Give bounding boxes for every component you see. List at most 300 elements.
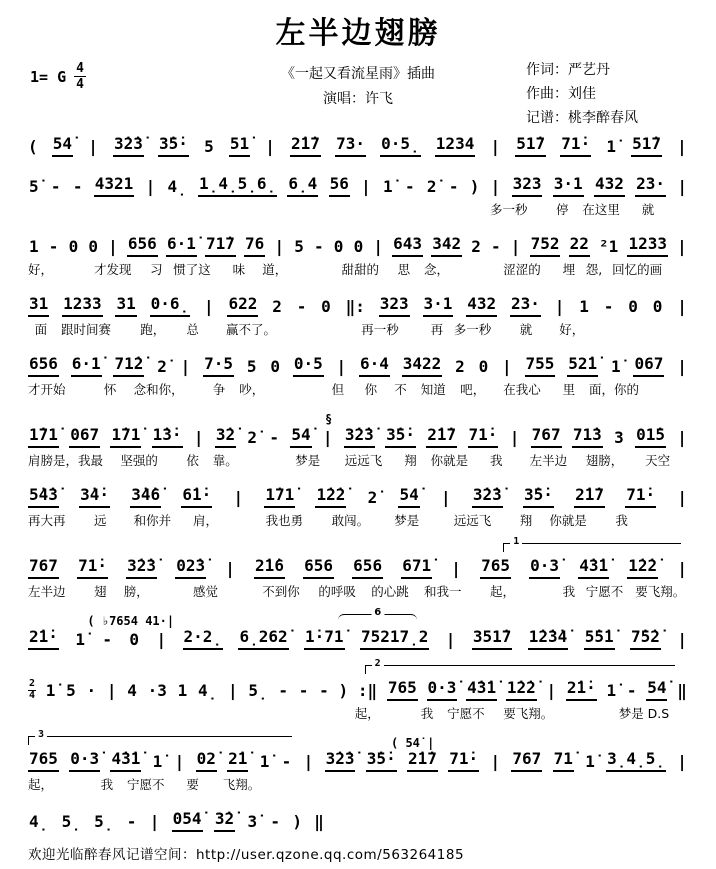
note-token: 54̇ <box>52 134 73 157</box>
note-token: 5̇4̇3̇ <box>28 485 59 508</box>
lyric-syllable: 飞翔。 <box>222 777 261 792</box>
note-token: ·3 <box>147 681 167 700</box>
note-token: 0 <box>88 237 98 256</box>
note-token: 3̇ <box>247 812 258 831</box>
note-token: 5 <box>66 681 76 700</box>
song-title: 左半边翅膀 <box>275 16 441 51</box>
bar-line: | <box>265 137 275 156</box>
note-token: 0·5 <box>293 354 324 377</box>
note-token: 2̇1̇ <box>227 749 248 772</box>
note-token: 54̇ <box>398 485 419 508</box>
note-token: 4321 <box>94 174 135 197</box>
bar-line: | <box>677 297 687 316</box>
lyric-syllable: 膀， <box>123 584 149 599</box>
note-token: 767 <box>28 556 59 579</box>
lyric-syllable: 宁愿不 <box>447 706 485 721</box>
lyric-syllable: 思 <box>397 262 411 277</box>
singer: 演唱：许飞 <box>323 91 393 107</box>
system-row <box>28 479 688 528</box>
note-token: 6̣262̇ <box>238 627 288 650</box>
note-token: 351̇7 <box>472 627 513 650</box>
note-token: 067 <box>633 354 664 377</box>
system-row <box>28 658 688 721</box>
notes-line <box>28 749 688 772</box>
lyric-syllable: 肩膀是，我最 <box>28 453 104 468</box>
note-token: 31 <box>28 294 49 317</box>
lyric-syllable: 左半边 <box>529 453 568 468</box>
note-token: 1 <box>29 237 39 256</box>
note-token: 0 <box>321 297 331 316</box>
lyric-syllable: 里 <box>562 382 576 397</box>
note-token: 02̇3̇ <box>175 556 206 579</box>
note-token: 54̇ <box>646 678 667 701</box>
lyric-syllable: 宁愿不 <box>585 584 624 599</box>
bar-line: | <box>490 137 501 156</box>
note-token: - <box>126 812 137 831</box>
lyric-syllable: 涩涩的 <box>503 262 541 277</box>
note-token: 1̇2̇2̇ <box>627 556 658 579</box>
lyric-syllable: 你就是 <box>430 453 469 468</box>
lyric-syllable: 靠。 <box>212 453 238 468</box>
bar-line: | <box>149 812 160 831</box>
note-token: 1̇ <box>75 630 85 649</box>
lyric-syllable: 翔 <box>519 513 533 528</box>
note-token: 1̇71̇ <box>28 425 59 448</box>
note-token: ²1 <box>599 237 619 256</box>
note-token: - <box>319 681 329 700</box>
lyric-syllable: 要飞翔。 <box>503 706 554 721</box>
note-token: 656 <box>127 234 158 257</box>
note-token: 767 <box>531 425 562 448</box>
lyric-syllable: 知道 <box>420 382 446 397</box>
lyric-syllable: 跑， <box>140 322 166 337</box>
note-token: 765 <box>28 749 59 772</box>
note-token: 0·6̣ <box>150 294 191 317</box>
lyric-syllable: 埋 <box>562 262 576 277</box>
lyric-syllable: 和我一 <box>424 584 462 599</box>
bar-line: | <box>303 752 314 771</box>
lyric-syllable: 感觉 <box>193 584 219 599</box>
note-token: 1̇ <box>610 357 621 376</box>
bar-line: | <box>156 630 167 649</box>
lyric-syllable: 翅 <box>94 584 107 599</box>
note-token: - <box>404 177 415 196</box>
note-token: 432 <box>466 294 497 317</box>
lyric-syllable: 要 <box>186 777 199 792</box>
lyric-syllable: 梦是 <box>394 513 420 528</box>
note-token: 3·1 <box>553 174 584 197</box>
note-token: 0 <box>478 357 489 376</box>
bar-line: | <box>677 177 687 196</box>
note-token: 5 <box>204 137 214 156</box>
lyric-syllable: 再大再 <box>28 513 66 528</box>
lyrics-line <box>28 775 688 792</box>
note-token: 2̇1̇· <box>28 627 59 650</box>
bar-line: | <box>145 177 156 196</box>
bar-line: | <box>546 681 557 700</box>
note-token: 1234 <box>435 134 476 157</box>
note-token: 3̇2̇3̇ <box>325 749 356 772</box>
lyric-syllable: 赢不了。 <box>226 322 277 337</box>
note-token: - <box>50 177 61 196</box>
lyric-syllable: 再 <box>430 322 444 337</box>
sheet-header <box>28 6 688 126</box>
subtitle: 《一起又看流星雨》插曲 <box>281 66 435 82</box>
lyrics-line <box>28 380 688 397</box>
note-token: - <box>278 681 289 700</box>
note-token: 5̣ <box>61 812 81 831</box>
note-token: 0·5̣ <box>380 134 421 157</box>
note-token: 0 <box>353 237 364 256</box>
note-token: 1̇71̇ <box>264 485 295 508</box>
lyric-syllable: 多一秒 <box>453 322 492 337</box>
note-token: 4̣ <box>29 812 49 831</box>
note-token: 01̇5 <box>635 425 666 448</box>
note-token: 0·3̇ <box>69 749 100 772</box>
lyric-syllable: 好， <box>28 262 54 277</box>
bar-line: | <box>322 428 333 447</box>
note-token: 3̇5̇· <box>385 425 416 448</box>
lyrics-line <box>28 200 688 217</box>
lyric-syllable: 翅膀， <box>585 453 624 468</box>
note-token: - <box>603 297 614 316</box>
lyric-syllable: 你 <box>364 382 378 397</box>
inline-time-signature: 2 4 <box>29 678 36 701</box>
lyric-syllable: 回忆的画 <box>612 262 663 277</box>
lyric-syllable: 翔 <box>404 453 417 468</box>
lyric-syllable: 再一秒 <box>361 322 399 337</box>
note-token: 1̇3̇· <box>152 425 183 448</box>
note-token: - <box>72 177 83 196</box>
paren: ) <box>292 812 302 831</box>
note-token: 71̇ <box>553 749 574 772</box>
note-token: 5̇ <box>29 177 39 196</box>
notes-line <box>28 809 325 832</box>
bar-line: | <box>677 752 687 771</box>
note-token: 71̇· <box>77 556 108 579</box>
note-token: 51̇7 <box>515 134 546 157</box>
note-token: 3̇4̇· <box>79 485 110 508</box>
bar-line: | <box>490 177 501 196</box>
lyric-syllable: 面，你的 <box>589 382 640 397</box>
lyric-syllable: 我 <box>420 706 434 721</box>
note-token: 323 <box>379 294 410 317</box>
note-token: 622 <box>227 294 258 317</box>
time-signature-top: 4 <box>76 61 84 76</box>
note-token: 5̇5̇1̇ <box>584 627 615 650</box>
lyric-syllable: 怨, <box>585 262 603 277</box>
note-token: · <box>86 681 97 700</box>
notes-line <box>28 627 688 650</box>
note-token: 5̣ <box>94 812 114 831</box>
note-token: 2 <box>455 357 465 376</box>
note-token: 4̣ <box>167 177 187 196</box>
note-token: 0·3̇ <box>529 556 560 579</box>
lyric-syllable: 我 <box>490 453 503 468</box>
note-token: 2̇1̇· <box>566 678 597 701</box>
lyric-syllable: 我也勇 <box>265 513 304 528</box>
note-token: 6̣4 <box>287 174 318 197</box>
note-token: 5 <box>294 237 304 256</box>
notes-line <box>28 425 688 448</box>
score <box>28 128 688 832</box>
note-token: 5 <box>246 357 257 376</box>
lyrics-line <box>28 260 688 277</box>
tuplet-bracket: 6 <box>338 614 417 620</box>
note-token: - <box>491 237 501 256</box>
note-token: 4 <box>127 681 137 700</box>
note-token: 1̇ <box>259 752 270 771</box>
note-token: 3̇2̇3̇ <box>126 556 157 579</box>
note-token: 752 <box>530 234 561 257</box>
bar-line: | <box>336 357 347 376</box>
notes-line <box>28 294 688 317</box>
bar-line: | <box>203 297 214 316</box>
note-token: 1̇ <box>45 681 56 700</box>
bar-line: | <box>554 297 565 316</box>
lyric-syllable: 的呼吸 <box>318 584 356 599</box>
note-token: 6̇1̇· <box>181 485 212 508</box>
lyric-syllable: 左半边 <box>28 584 66 599</box>
note-token: 71̇· <box>448 749 479 772</box>
system-row <box>28 408 688 468</box>
note-token: 51̇7 <box>631 134 662 157</box>
lyric-syllable: 宁愿不 <box>127 777 165 792</box>
bar-line: | <box>510 237 521 256</box>
lyric-syllable: 天空 <box>645 453 671 468</box>
paren: ( <box>28 137 38 156</box>
note-token: 432 <box>594 174 625 197</box>
lyric-syllable: 肩， <box>193 513 219 528</box>
bar-line: | <box>108 237 118 256</box>
paren: ) <box>338 681 349 700</box>
bar-line: | <box>225 559 235 578</box>
bar-line: | <box>373 237 383 256</box>
note-token: 1233 <box>62 294 103 317</box>
note-token: 6·4 <box>359 354 390 377</box>
note-token: 0 <box>270 357 280 376</box>
lyric-syllable: 念和你， <box>133 382 184 397</box>
note-token: 2̇1̇7 <box>290 134 321 157</box>
note-token: 75217̣2 <box>360 627 429 650</box>
note-token: - <box>314 237 324 256</box>
lyric-syllable: 梦是 <box>295 453 321 468</box>
transcriber: 记谱：桃李醉春风 <box>526 110 638 126</box>
bar-line: ‖ <box>677 681 687 700</box>
note-token: 671̇ <box>401 556 432 579</box>
annotation-text: ( ♭7654 41·| <box>87 614 175 628</box>
note-token: 0 <box>333 237 344 256</box>
lyric-syllable: 习 <box>150 262 163 277</box>
note-token: 2̇ <box>157 357 167 376</box>
annotation-text: § <box>325 412 333 426</box>
system-row <box>28 607 688 650</box>
note-token: 067 <box>69 425 100 448</box>
lyric-syllable: 起， <box>490 584 516 599</box>
note-token: - <box>269 428 279 447</box>
key-label: 1= G <box>30 67 67 86</box>
bar-line: | <box>174 752 185 771</box>
note-token: 3̇2̇ <box>215 425 236 448</box>
lyric-syllable: 跟时间赛 <box>61 322 112 337</box>
note-token: 2 <box>272 297 282 316</box>
note-token: 6·1̇ <box>166 234 197 257</box>
note-token: 0 <box>652 297 663 316</box>
note-token: 765 <box>480 556 511 579</box>
note-token: 76 <box>244 234 265 257</box>
bar-line: | <box>677 630 687 649</box>
notes-line <box>28 556 688 579</box>
note-token: 1 <box>177 681 188 700</box>
note-token: 3̇5̇· <box>366 749 397 772</box>
lyric-syllable: 我 <box>562 584 576 599</box>
lyric-syllable: 念， <box>424 262 450 277</box>
lyric-syllable: 不 <box>394 382 407 397</box>
lyric-syllable: 你就是 <box>549 513 587 528</box>
lyric-syllable: 要飞翔。 <box>635 584 686 599</box>
bar-line: | <box>361 177 371 196</box>
note-token: 71̇· <box>560 134 591 157</box>
note-token: 71̇· <box>625 485 656 508</box>
lyric-syllable: 争 <box>212 382 226 397</box>
note-token: 23· <box>635 174 666 197</box>
lyric-syllable: 道， <box>262 262 288 277</box>
note-token: 3 <box>614 428 624 447</box>
note-token: 342 <box>431 234 462 257</box>
note-token: 56 <box>329 174 350 197</box>
volta-bracket: 1 <box>503 543 681 552</box>
lyric-syllable: 在我心 <box>503 382 541 397</box>
note-token: 1̇ <box>152 752 163 771</box>
time-signature-bottom: 4 <box>76 77 84 92</box>
system-row <box>28 168 688 217</box>
lyric-syllable: 起， <box>354 706 380 721</box>
note-token: - <box>102 630 112 649</box>
bar-line: | <box>106 681 117 700</box>
note-token: 3·1 <box>423 294 454 317</box>
credits <box>526 58 638 130</box>
note-token: 52̇1̇ <box>567 354 598 377</box>
note-token: 71̇2̇ <box>113 354 144 377</box>
lyric-syllable: 停 <box>556 202 569 217</box>
system-row <box>28 348 688 397</box>
note-token: 3̇2̇3̇ <box>113 134 144 157</box>
note-token: 3̇2̇ <box>214 809 235 832</box>
lyric-syllable: 惯了这 <box>173 262 211 277</box>
system-row <box>28 803 325 832</box>
notes-line <box>28 234 688 257</box>
note-token: 3̣4̣5̣ <box>606 749 666 772</box>
note-token: 2̇ <box>426 177 437 196</box>
bar-line: | <box>502 357 512 376</box>
note-token: 4̇3̇1̇ <box>578 556 609 579</box>
lyric-syllable: 甜甜的 <box>341 262 380 277</box>
composer: 作曲：刘佳 <box>526 86 596 102</box>
lyric-syllable: 的心跳 <box>371 584 409 599</box>
bar-line: | <box>509 428 520 447</box>
note-token: 1 <box>579 297 589 316</box>
bar-line: | <box>274 237 285 256</box>
lyric-syllable: 总 <box>186 322 199 337</box>
note-token: 2̇ <box>367 488 378 507</box>
note-token: 3̇5̇· <box>158 134 189 157</box>
lyric-syllable: 远 <box>94 513 107 528</box>
note-token: - <box>48 237 59 256</box>
bar-line: | <box>677 357 687 376</box>
note-token: 0 <box>628 297 638 316</box>
bar-line: | <box>440 488 451 507</box>
note-token: 1̇·71̇ <box>304 627 345 650</box>
note-token: 2̇1̇6 <box>254 556 285 579</box>
bar-line: | <box>451 559 461 578</box>
bar-line: ‖: <box>345 297 365 316</box>
system-row <box>28 729 688 792</box>
lyric-syllable: 怀 <box>103 382 117 397</box>
note-token: - <box>281 752 292 771</box>
system-row <box>28 228 688 277</box>
note-token: 3̇5̇· <box>523 485 554 508</box>
lyric-syllable: 起， <box>28 777 54 792</box>
note-token: 323 <box>512 174 543 197</box>
lyric-syllable: 梦是 D.S <box>618 706 670 721</box>
note-token: 1̇ <box>585 752 595 771</box>
lyric-syllable: 远远飞 <box>344 453 383 468</box>
note-token: 7̇5̇2̇ <box>630 627 661 650</box>
note-token: 1̇2̇2̇ <box>506 678 537 701</box>
lyric-syllable: 坚强的 <box>120 453 158 468</box>
note-token: 2 <box>471 237 481 256</box>
bar-line: | <box>490 752 501 771</box>
note-token: 51̇ <box>229 134 250 157</box>
note-token: 1̇ <box>606 681 617 700</box>
annotation-text: ( 54̇ | <box>391 736 435 750</box>
note-token: 765 <box>387 678 418 701</box>
lyric-syllable: 依 <box>186 453 199 468</box>
note-token: 22 <box>569 234 590 257</box>
notes-line <box>28 678 688 701</box>
note-token: - <box>626 681 637 700</box>
note-token: 2̇1̇7 <box>426 425 457 448</box>
note-token: 6·1̇ <box>71 354 102 377</box>
note-token: - <box>270 812 281 831</box>
note-token: - <box>296 297 307 316</box>
note-token: 54̇ <box>290 425 311 448</box>
note-token: 656 <box>303 556 334 579</box>
lyric-syllable: 味 <box>232 262 246 277</box>
bar-line: :‖ <box>357 681 378 700</box>
note-token: 1233 <box>627 234 668 257</box>
note-token: 31 <box>115 294 136 317</box>
lyric-syllable: 就 <box>641 202 655 217</box>
note-token: 0 <box>129 630 140 649</box>
bar-line: | <box>677 237 687 256</box>
note-token: 755 <box>525 354 556 377</box>
note-token: 4̣ <box>198 681 218 700</box>
lyric-syllable: 吧， <box>460 382 486 397</box>
note-token: - <box>448 177 459 196</box>
note-token: 1̣4̣5̣6̣ <box>198 174 277 197</box>
note-token: - <box>298 681 309 700</box>
note-token: 71̇3 <box>572 425 603 448</box>
notes-line <box>28 354 688 377</box>
bar-line: | <box>445 630 456 649</box>
note-token: 0 <box>68 237 79 256</box>
lyric-syllable: 我 <box>615 513 628 528</box>
bar-line: | <box>677 428 687 447</box>
bar-line: | <box>677 488 687 507</box>
note-token: 71̇7 <box>205 234 236 257</box>
lyric-syllable: 多一秒 <box>490 202 528 217</box>
